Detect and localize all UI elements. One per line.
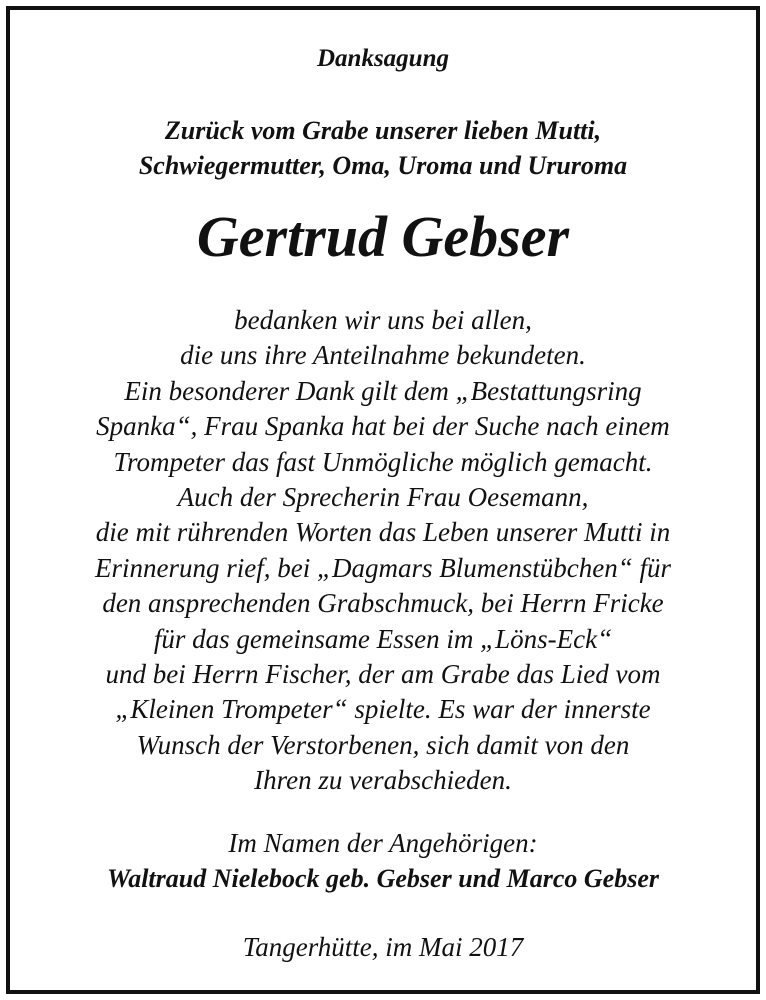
signature-label: Im Namen der Angehörigen: — [228, 828, 538, 858]
body-line: Erinnerung rief, bei „Dagmars Blumenstübchen“ für — [95, 552, 671, 583]
body-line: Ihren zu verabschieden. — [254, 765, 512, 796]
body-line: Ein besonderer Dank gilt dem „Bestattungsring — [124, 375, 642, 406]
body-line: und bei Herrn Fischer, der am Grabe das Lied vom — [105, 659, 661, 690]
intro-line: Schwiegermutter, Oma, Uroma und Ururoma — [138, 151, 628, 180]
body-line: „Kleinen Trompeter“ spielte. Es war der innerste — [115, 694, 651, 725]
body-line: die uns ihre Anteilnahme bekundeten. — [180, 340, 586, 371]
notice-body — [10, 303, 756, 799]
notice-heading: Danksagung — [317, 45, 449, 72]
body-line: Spanka“, Frau Spanka hat bei der Suche nach einem — [96, 411, 670, 442]
signature-names: Waltraud Nielebock geb. Gebser und Marco Gebser — [107, 864, 659, 893]
intro-line: Zurück vom Grabe unserer lieben Mutti, — [164, 116, 602, 145]
deceased-name: Gertrud Gebser — [196, 204, 570, 269]
body-line: den ansprechenden Grabschmuck, bei Herrn Fricke — [102, 588, 664, 619]
body-line: die mit rührenden Worten das Leben unserer Mutti in — [95, 517, 671, 548]
notice-intro — [10, 113, 756, 183]
body-line: Trompeter das fast Unmögliche möglich gemacht. — [113, 446, 653, 477]
body-line: bedanken wir uns bei allen, — [234, 305, 532, 335]
place-date: Tangerhütte, im Mai 2017 — [242, 932, 524, 962]
obituary-notice — [6, 6, 760, 994]
body-line: für das gemeinsame Essen im „Löns-Eck“ — [153, 623, 613, 654]
body-line: Auch der Sprecherin Frau Oesemann, — [177, 482, 589, 513]
body-line: Wunsch der Verstorbenen, sich damit von den — [136, 729, 630, 760]
